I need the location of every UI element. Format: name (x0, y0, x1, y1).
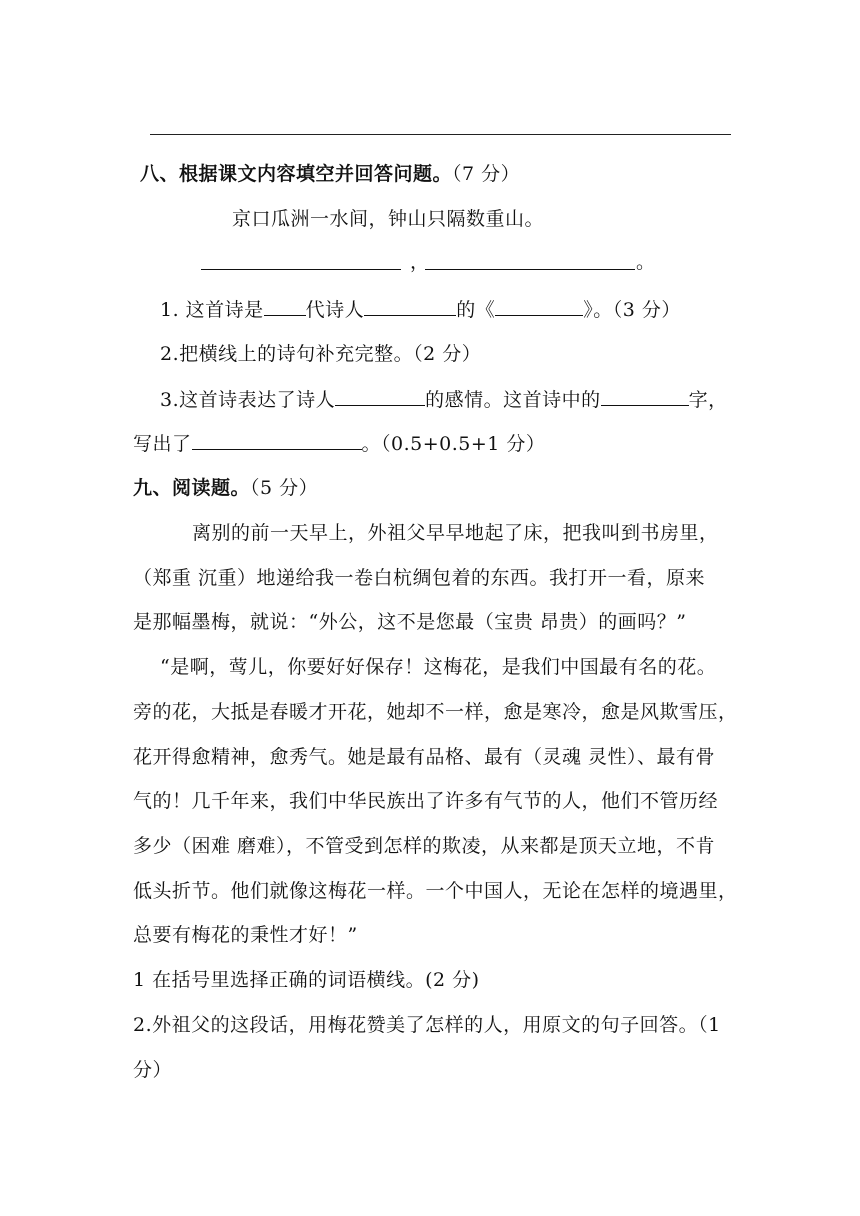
passage-p2-line-2: 旁的花，大抵是春暖才开花，她却不一样，愈是寒冷，愈是风欺雪压， (133, 701, 738, 723)
question-8-3-cont (133, 431, 545, 456)
passage-p2-line-5: 多少（困难 磨难），不管受到怎样的欺凌，从来都是顶天立地，不肯 (133, 835, 716, 857)
passage-p1-line-2: （郑重 沉重）地递给我一卷白杭绸包着的东西。我打开一看，原来 (133, 567, 706, 589)
passage-p2-line-1: “是啊，莺儿，你要好好保存！这梅花，是我们中国最有名的花。 (160, 656, 717, 678)
poem-blank-end: 。 (636, 251, 656, 273)
question-9-1: 1 在括号里选择正确的词语横线。(2 分) (133, 969, 480, 991)
section-8-title: 八、根据课文内容填空并回答问题。 (140, 163, 453, 185)
dynasty-blank[interactable] (264, 297, 306, 316)
q8-3-text-b: 的感情。这首诗中的 (425, 389, 601, 411)
question-8-2: 2.把横线上的诗句补充完整。（2 分） (160, 343, 482, 365)
poet-blank[interactable] (364, 297, 456, 316)
q8-3-text-e: 。（0.5+0.5+1 分） (361, 433, 546, 455)
description-blank[interactable] (192, 431, 362, 450)
poem-blank-1[interactable] (201, 269, 401, 270)
top-divider (150, 134, 731, 135)
section-9-heading (133, 476, 318, 500)
q8-1-text-c: 的《 (456, 299, 496, 321)
q8-3-text-d: 写出了 (133, 433, 192, 455)
poem-blank-separator: ， (410, 251, 430, 273)
passage-p2-line-4: 气的！几千年来，我们中华民族出了许多有气节的人，他们不管历经 (133, 790, 719, 812)
section-8-heading (140, 162, 520, 186)
key-word-blank[interactable] (601, 387, 689, 406)
question-8-1 (160, 297, 681, 322)
passage-p1-line-1: 离别的前一天早上，外祖父早早地起了床，把我叫到书房里， (192, 522, 719, 544)
passage-p2-line-7: 总要有梅花的秉性才好！” (133, 924, 358, 946)
section-9-title: 九、阅读题。 (133, 477, 251, 499)
q8-1-text-b: 代诗人 (305, 299, 365, 321)
section-8-score: （7 分） (452, 163, 521, 185)
q8-1-text-a: 1. 这首诗是 (160, 299, 264, 321)
poem-blank-2[interactable] (425, 269, 635, 270)
passage-p2-line-6: 低头折节。他们就像这梅花一样。一个中国人，无论在怎样的境遇里， (133, 880, 738, 902)
question-9-2-line-2: 分） (133, 1059, 173, 1081)
passage-p2-line-3: 花开得愈精神，愈秀气。她是最有品格、最有（灵魂 灵性）、最有骨 (133, 746, 716, 768)
question-8-3 (160, 387, 728, 412)
section-9-score: （5 分） (250, 477, 319, 499)
passage-p1-line-3: 是那幅墨梅，就说：“外公，这不是您最（宝贵 昂贵）的画吗？” (133, 611, 687, 633)
q8-1-text-d: 》。（3 分） (583, 299, 681, 321)
question-9-2-line-1: 2.外祖父的这段话，用梅花赞美了怎样的人，用原文的句子回答。（1 (133, 1014, 721, 1036)
poem-line: 京口瓜洲一水间，钟山只隔数重山。 (232, 208, 545, 230)
q8-3-text-c: 字， (688, 389, 728, 411)
q8-3-text-a: 3.这首诗表达了诗人 (160, 389, 336, 411)
poem-title-blank[interactable] (495, 297, 583, 316)
feeling-blank[interactable] (335, 387, 425, 406)
